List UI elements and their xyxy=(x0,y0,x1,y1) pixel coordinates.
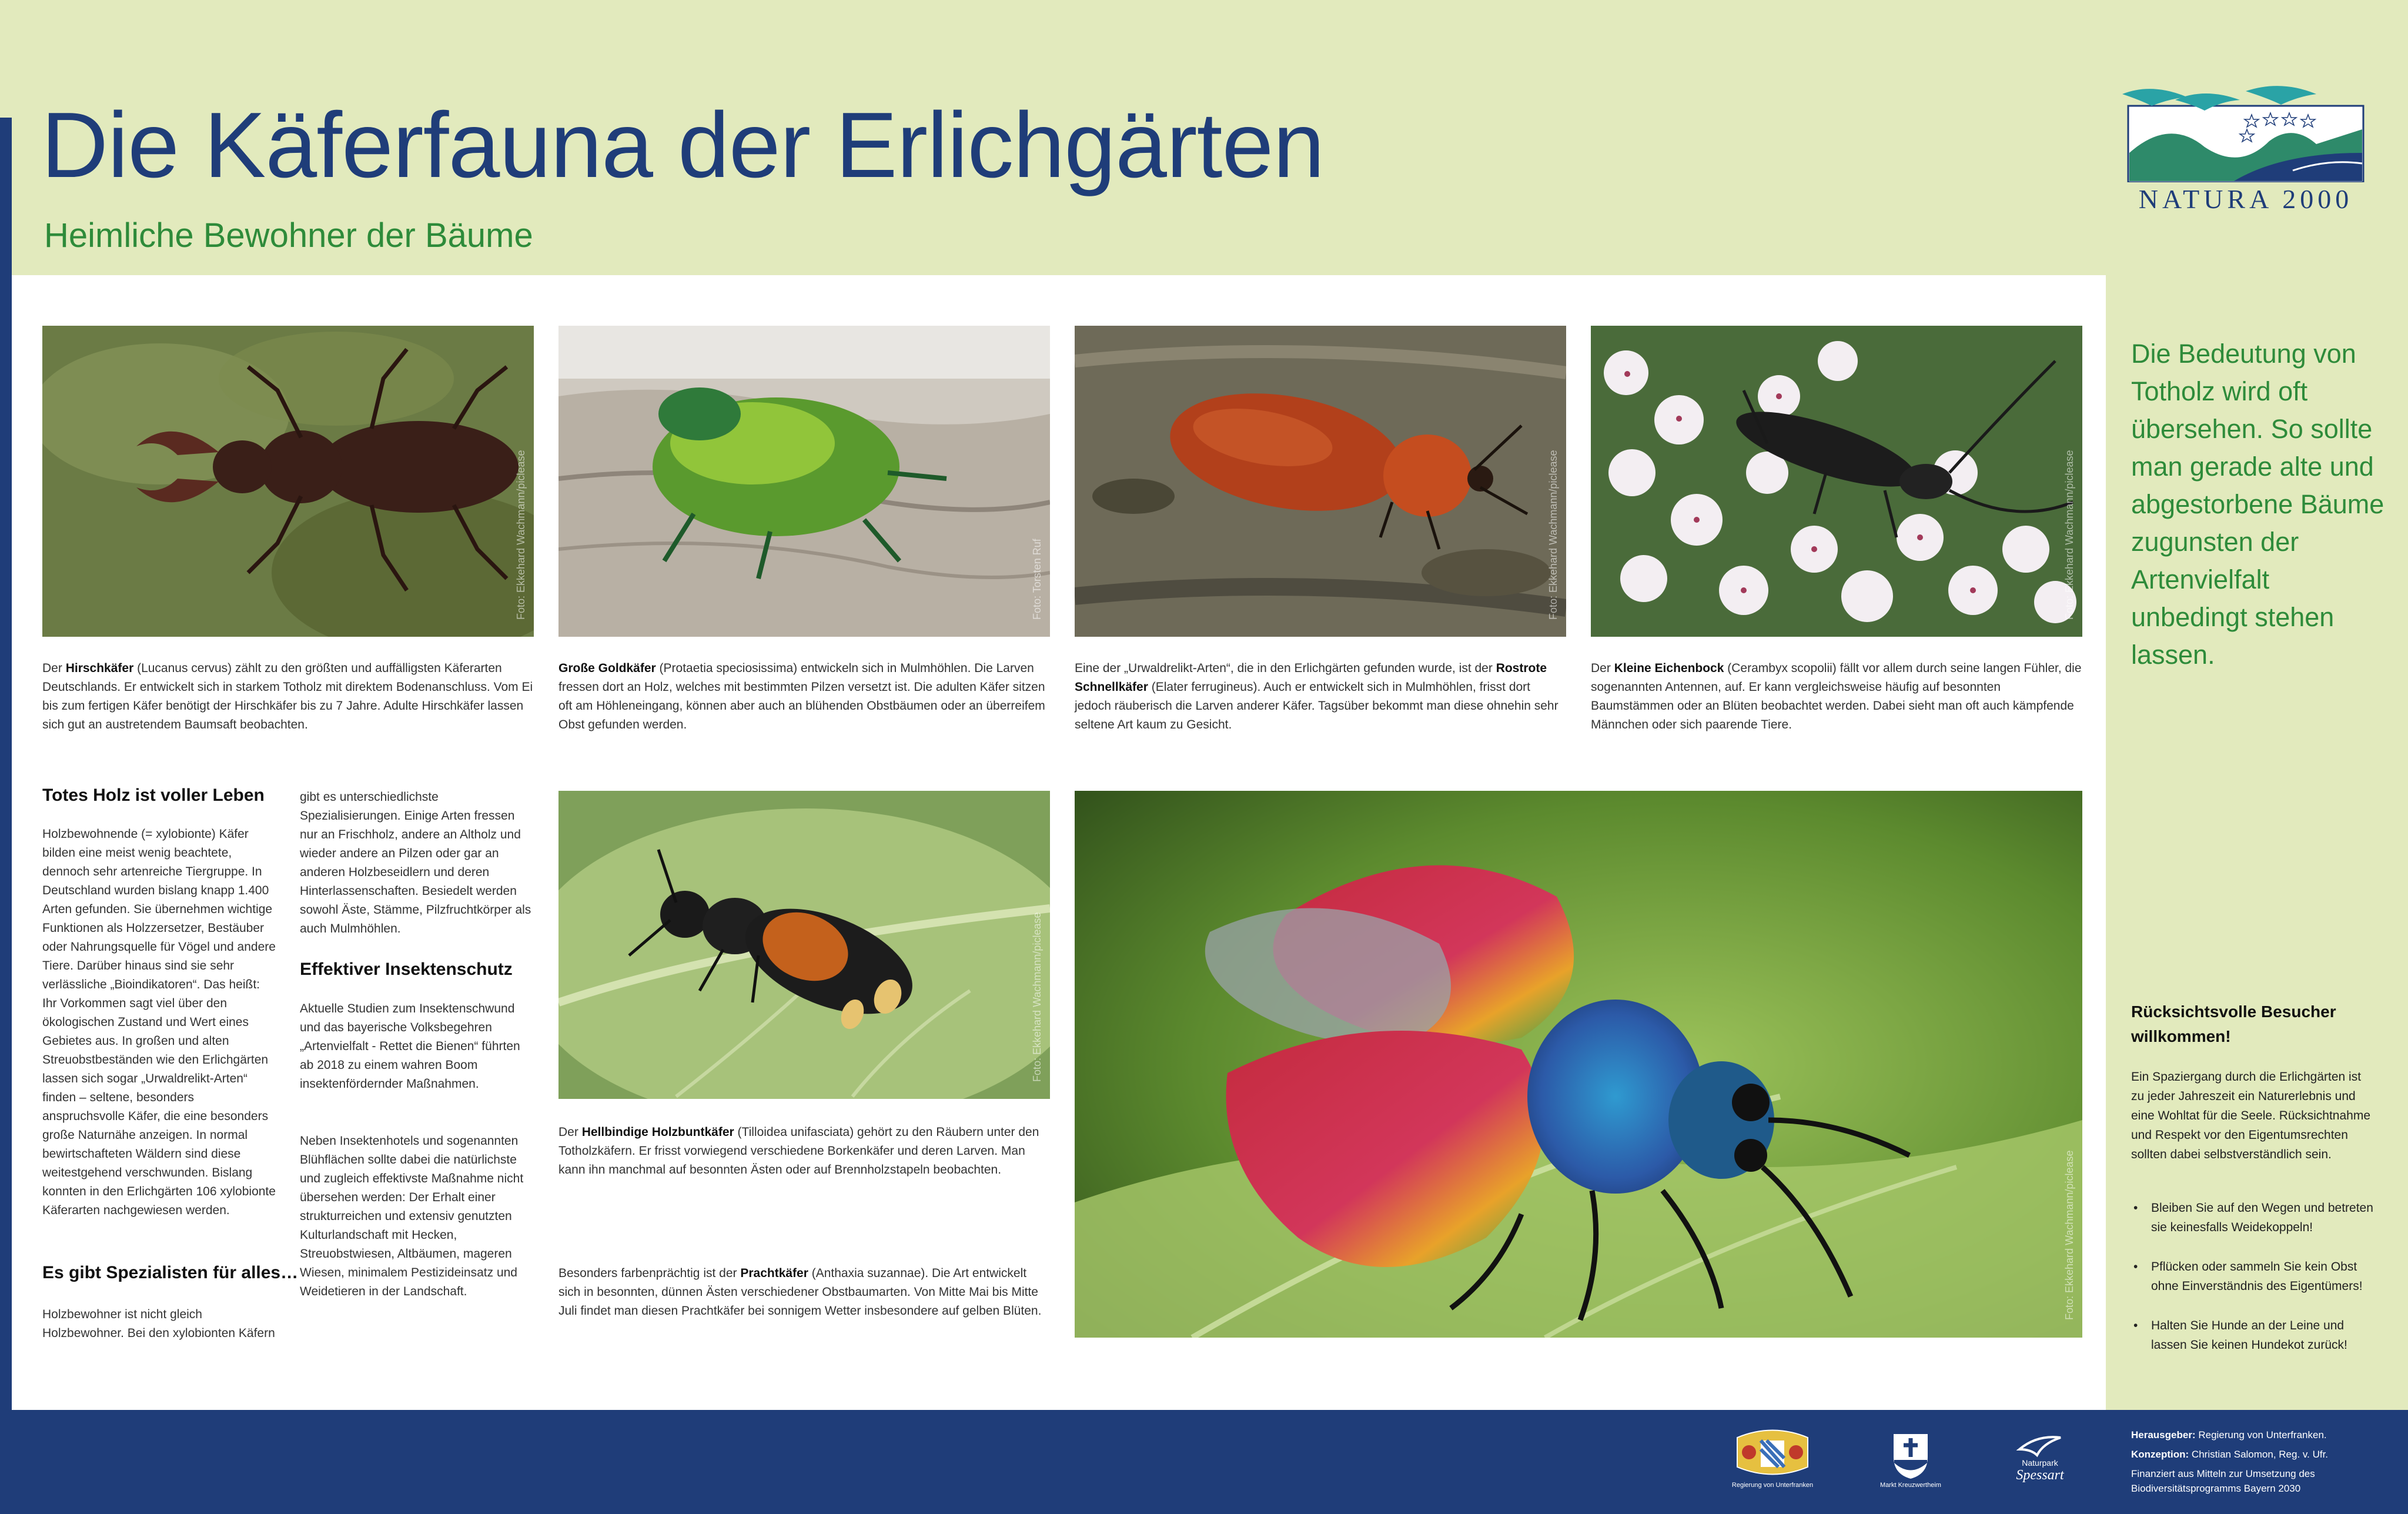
photo-credit: Foto: Ekkehard Wachmann/piclease xyxy=(1031,912,1043,1082)
species-name: Große Goldkäfer xyxy=(558,661,656,675)
kreuzwertheim-coat-of-arms-icon xyxy=(1887,1428,1934,1480)
heading-spezialisten: Es gibt Spezialisten für alles… xyxy=(42,1263,299,1282)
body-insektenschutz-1: Aktuelle Studien zum Insektenschwund und das bayerische Volksbegehren „Artenvielfalt - Rettet die Bienen“ führten ab 2018 zu einem wahren Boom insektenfördernder Maßnahmen. xyxy=(300,1002,520,1091)
page-subtitle: Heimliche Bewohner der Bäume xyxy=(44,216,533,255)
caption-eichenbock: Der Kleine Eichenbock (Cerambyx scopolii) fällt vor allem durch seine langen Fühler, die sogenannten Antennen, auf. Er kann vergleichsweise häufig auf besonnten Baumstämmen oder an Blüten beobachtet werden. Dabei sieht man oft auch kämpfende Männchen oder sich paarende Tiere. xyxy=(1591,661,2082,731)
sidebar-quote: Die Bedeutung von Totholz wird oft übersehen. So sollte man gerade alte und abgestorbene Bäume zugunsten der Artenvielfalt unbedingt stehen lassen. xyxy=(2131,339,2384,670)
photo-goldkaefer xyxy=(558,326,1050,637)
footer-logo-caption: Markt Kreuzwertheim xyxy=(1880,1482,1941,1489)
heading-insektenschutz: Effektiver Insektenschutz xyxy=(300,960,513,979)
photo-credit: Foto: Ekkehard Wachmann/piclease xyxy=(1547,450,1559,620)
photo-eichenbock xyxy=(1591,326,2082,637)
rule-item: • Pflücken oder sammeln Sie kein Obst ohne Einverständnis des Eigentümers! xyxy=(2131,1257,2378,1296)
species-name: Hirschkäfer xyxy=(65,661,134,675)
photo-credit: Foto: Ekkehard Wachmann/piclease xyxy=(2063,450,2075,620)
body-totes-holz: Holzbewohnende (= xylobionte) Käfer bilden eine meist wenig beachtete, dennoch sehr artenreiche Tiergruppe. In Deutschland wurden bislang knapp 1.400 Arten gefunden. Sie übernehmen wichtige Funktionen als Holzzersetzer, Bestäuber oder Nahrungsquelle für Vögel und andere Tiere. Darüber hinaus sind sie sehr verlässliche „Bioindikatoren“. Das heißt: Ihr Vorkommen sagt viel über den ökologischen Zustand und Wert eines Gebietes aus. In großen und alten Streuobstbeständen wie den Erlichgärten lassen sich sogar „Urwaldrelikt-Arten“ finden – seltene, besonders anspruchsvolle Käfer, die eine besonders große Naturnähe anzeigen. In normal bewirtschafteten Wäldern sind diese weitestgehend verschwunden. Bislang konnten in den Erlichgärten 106 xylobionte Käferarten nachgewiesen werden. xyxy=(42,827,276,1217)
species-name: Kleine Eichenbock xyxy=(1614,661,1724,675)
bavarian-coat-of-arms-icon xyxy=(1731,1426,1814,1479)
photo-credit: Foto: Ekkehard Wachmann/piclease xyxy=(2063,1150,2075,1320)
species-name: Prachtkäfer xyxy=(740,1266,808,1280)
heading-totes-holz: Totes Holz ist voller Leben xyxy=(42,786,265,805)
species-name: Hellbindige Holzbuntkäfer xyxy=(581,1125,734,1139)
photo-credit: Foto: Ekkehard Wachmann/picl​ease xyxy=(515,450,527,620)
photo-schnellkaefer xyxy=(1075,326,1566,637)
naturpark-label: Naturpark xyxy=(2022,1458,2058,1468)
caption-holzbuntkaefer: Der Hellbindige Holzbuntkäfer (Tilloidea unifasciata) gehört zu den Räubern unter den Totholzkäfern. Er frisst vorwiegend verschiedene Borkenkäfer und deren Larven. Man kann ihn manchmal auf besonnten Ästen oder auf Brennholzstapeln beobachten. xyxy=(558,1125,1039,1177)
natura2000-label: NATURA 2000 xyxy=(2138,184,2353,214)
caption-goldkaefer: Große Goldkäfer (Protaetia speciosissima) entwickeln sich in Mulmhöhlen. Die Larven fressen dort an Holz, welches mit bestimmten Pilzen versetzt ist. Die adulten Käfer sitzen oft am Höhleneingang, können aber auch an blühenden Obstbäumen oder an überreifem Obst gefunden werden. xyxy=(558,661,1045,731)
sidebar-heading: Rücksichtsvolle Besucher willkommen! xyxy=(2131,1002,2336,1045)
rule-item: • Halten Sie Hunde an der Leine und lassen Sie keinen Hundekot zurück! xyxy=(2131,1316,2378,1355)
caption-schnellkaefer: Eine der „Urwaldrelikt-Arten“, die in den Erlichgärten gefunden wurde, ist der Rostrote Schnellkäfer (Elater ferrugineus). Auch er entwickelt sich in Mulmhöhlen, frisst dort jedoch räuberisch die Larven anderer Käfer. Tagsüber bekommt man diese ohnehin sehr seltene Art kaum zu Gesicht. xyxy=(1075,661,1558,731)
naturpark-spessart-label: Spessart xyxy=(2016,1468,2064,1483)
sidebar-intro: Ein Spaziergang durch die Erlichgärten ist zu jeder Jahreszeit ein Naturerlebnis und eine Wohltat für die Seele. Rücksichtnahme und Respekt vor den Eigentumsrechten sollten dabei selbstverständlich sein. xyxy=(2131,1070,2370,1161)
body-insektenschutz-2: Neben Insektenhotels und sogenannten Blühflächen sollte dabei die natürlichste und zugleich effektivste Maßnahme nicht übersehen werden: Der Erhalt einer strukturreichen und extensiv genutzten Kulturlandschaft mit Hecken, Streuobstwiesen, Altbäumen, mageren Wiesen, minimalem Pestizideinsatz und Weidetieren in der Landschaft. xyxy=(300,1134,524,1298)
species-name: Rostrote Schnellkäfer xyxy=(1075,661,1547,694)
left-accent-bar xyxy=(0,118,12,1514)
photo-prachtkaefer xyxy=(1075,791,2082,1338)
body-spezialisten-cont: gibt es unterschiedlichste Spezialisierungen. Einige Arten fressen nur an Frischholz, andere an Altholz und wieder andere an Pilzen oder gar an anderen Holzbeseidlern und deren Hinterlassenschaften. Besiedelt werden sowohl Äste, Stämme, Pilzfruchtkörper als auch Mulmhöhlen. xyxy=(300,790,531,935)
rule-item: • Bleiben Sie auf den Wegen und betreten sie keinesfalls Weidekoppeln! xyxy=(2131,1198,2378,1237)
footer-logo-caption: Regierung von Unterfranken xyxy=(1731,1482,1814,1489)
footer-credits: Herausgeber: Regierung von Unterfranken. Konzeption: Christian Salomon, Reg. v. Ufr. Finanziert aus Mitteln zur Umsetzung des Biodiversitätsprogramms Bayern 2030 xyxy=(2131,1429,2329,1494)
caption-hirschkaefer: Der Hirschkäfer (Lucanus cervus) zählt zu den größten und auffälligsten Käferarten Deutschlands. Er entwickelt sich in starkem Totholz mit direktem Bodenanschluss. Vom Ei bis zum fertigen Käfer benötigt der Hirschkäfer bis zu 7 Jahre. Adulte Hirschkäfer lassen sich gut an austretendem Baumsaft beobachten. xyxy=(42,661,533,731)
photo-credit: Foto: Torsten Ruf xyxy=(1031,539,1043,620)
photo-holzbuntkaefer xyxy=(558,791,1050,1099)
rules-list xyxy=(2131,1198,2378,1375)
body-spezialisten-start: Holzbewohner ist nicht gleich Holzbewohner. Bei den xylobionten Käfern xyxy=(42,1308,275,1340)
caption-prachtkaefer: Besonders farbenprächtig ist der Prachtkäfer (Anthaxia suzannae). Die Art entwickelt sich in besonnten, dünnen Ästen verschiedener Obstbaumarten. Von Mitte Mai bis Mitte Juli findet man diesen Prachtkäfer bei sonnigem Wetter insbesondere auf gelben Blüten. xyxy=(558,1266,1042,1318)
naturpark-bird-icon xyxy=(2014,1432,2066,1458)
page-title: Die Käferfauna der Erlichgärten xyxy=(41,93,1325,197)
photo-hirschkaefer xyxy=(42,326,534,637)
